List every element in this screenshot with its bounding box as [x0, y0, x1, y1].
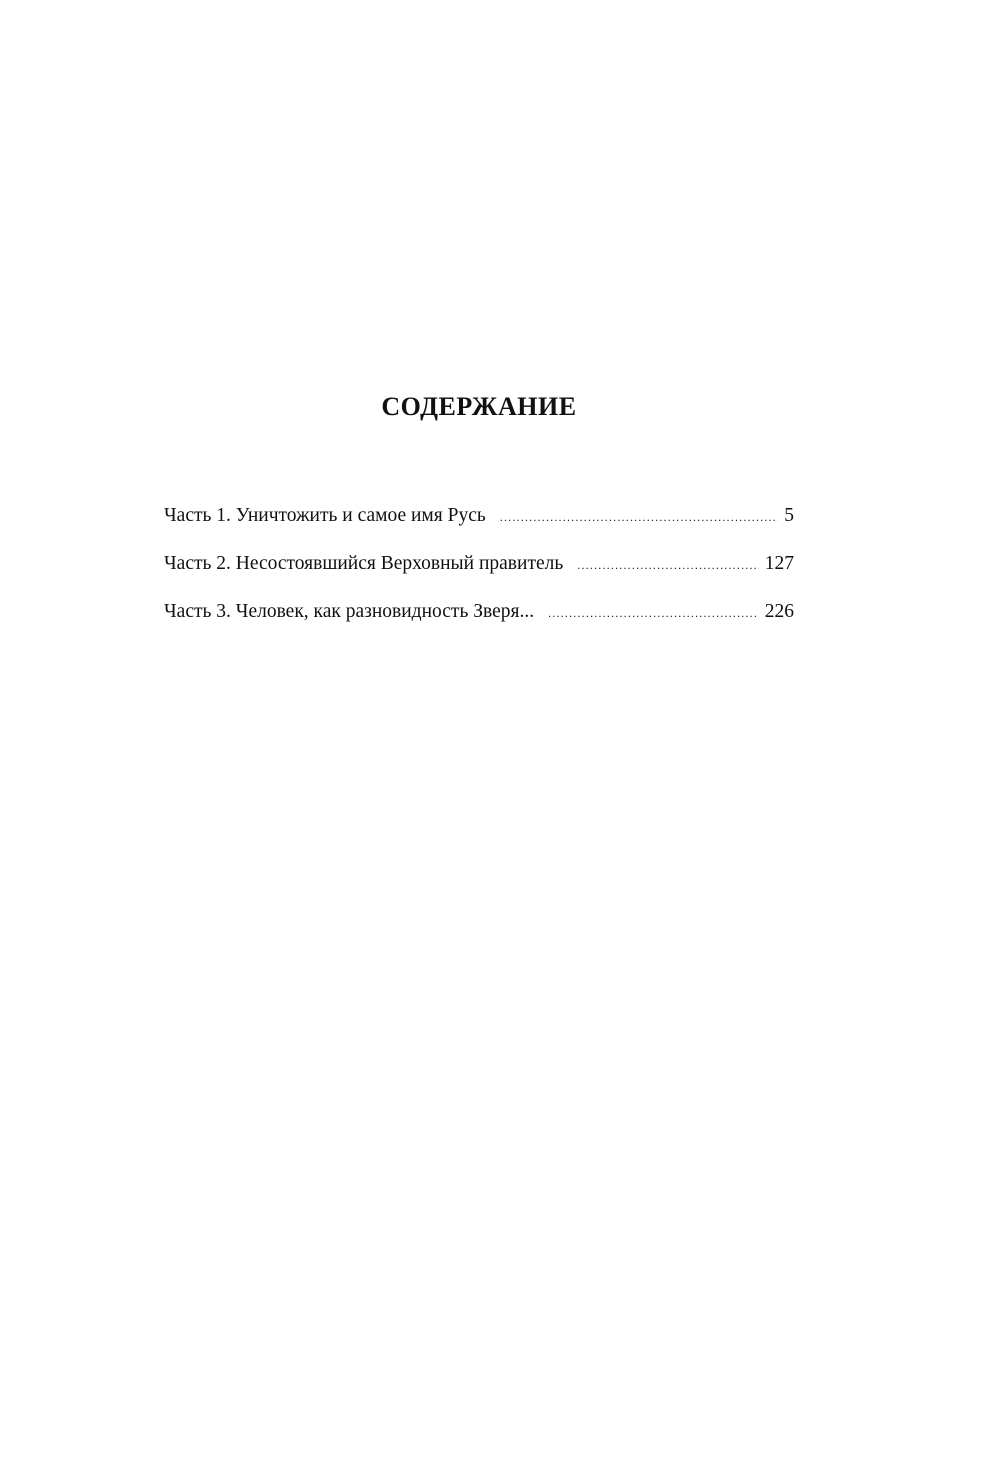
toc-entry-title: Часть 2. Несостоявшийся Верховный правитель: [164, 553, 564, 574]
dot-leader: [548, 606, 759, 621]
dot-leader: [500, 510, 779, 525]
toc-entry-part-1: [164, 505, 794, 553]
table-of-contents: [164, 505, 794, 649]
toc-entry-page-number: 5: [784, 505, 794, 526]
toc-entry-title: Часть 1. Уничтожить и самое имя Русь: [164, 505, 486, 526]
toc-entry-part-3: [164, 601, 794, 649]
toc-entry-page-number: 127: [764, 553, 794, 574]
toc-entry-part-2: [164, 553, 794, 601]
dot-leader: [577, 558, 758, 573]
toc-entry-title: Часть 3. Человек, как разновидность Зверя...: [164, 601, 535, 622]
toc-entry-page-number: 226: [764, 601, 794, 622]
contents-heading: СОДЕРЖАНИЕ: [381, 392, 577, 421]
